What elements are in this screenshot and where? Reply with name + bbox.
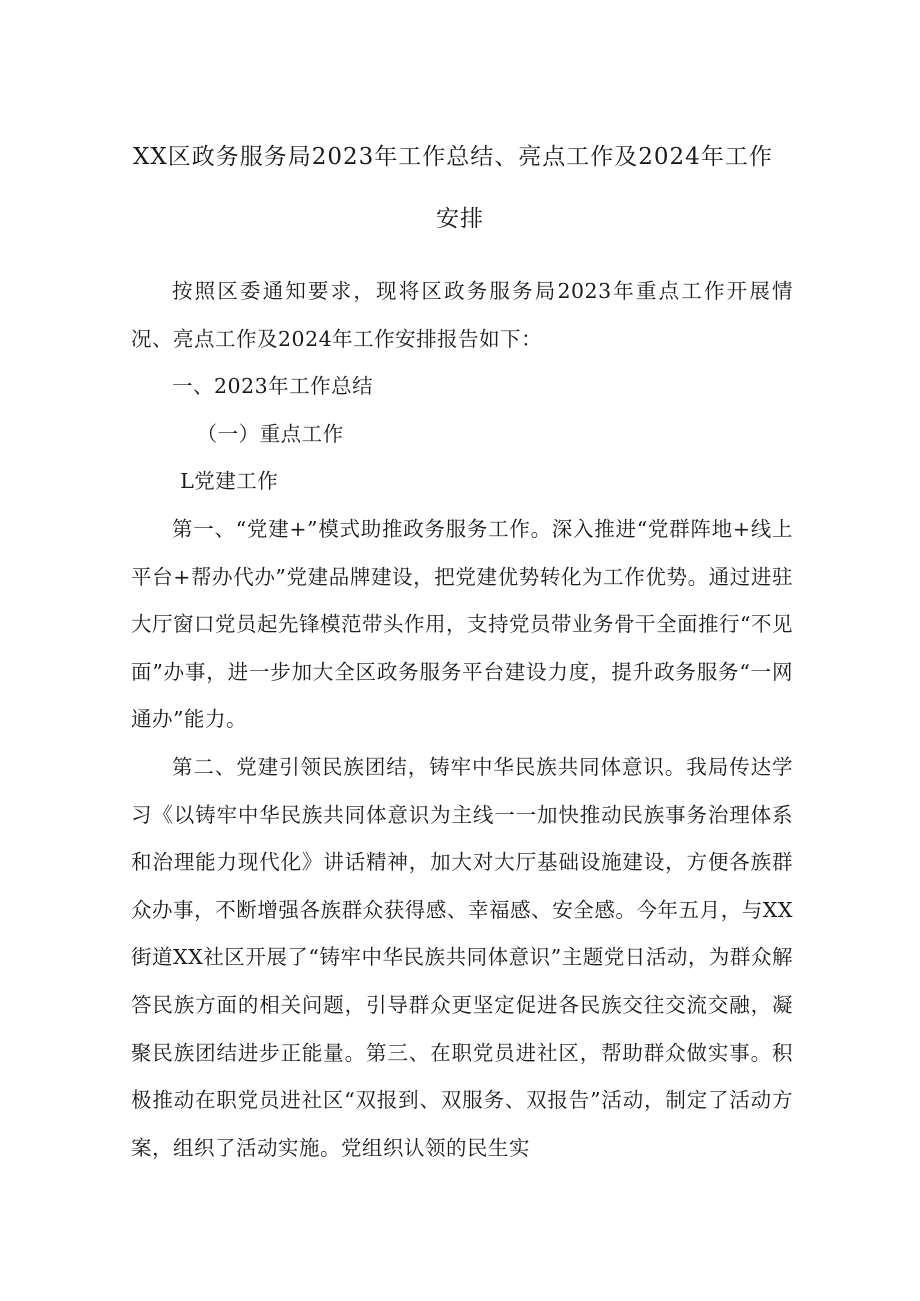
document-title-line-2: 安排: [436, 206, 484, 232]
paragraph-1: 第一、“党建+”模式助推政务服务工作。深入推进“党群阵地+线上平台+帮办代办”党建品牌建设，把党建优势转化为工作优势。通过进驻大厅窗口党员起先锋模范带头作用，支持党员带业务骨干全面推行“不见面”办事，进一步加大全区政务服务平台建设力度，提升政务服务“一网通办”能力。: [131, 516, 793, 732]
document-title-line-1: XX区政务服务局2023年工作总结、亮点工作及2024年工作: [133, 144, 773, 170]
document-body: [131, 268, 793, 1172]
intro-paragraph: 按照区委通知要求，现将区政务服务局2023年重点工作开展情况、亮点工作及2024年工作安排报告如下：: [131, 279, 793, 351]
subsection-heading: （一）重点工作: [196, 421, 344, 446]
section-heading-1: 一、2023年工作总结: [172, 374, 374, 399]
paragraph-2: 第二、党建引领民族团结，铸牢中华民族共同体意识。我局传达学习《以铸牢中华民族共同体意识为主线一一加快推动民族事务治理体系和治理能力现代化》讲话精神，加大对大厅基础设施建设，方便各族群众办事，不断增强各族群众获得感、幸福感、安全感。今年五月，与XX街道XX社区开展了“铸牢中华民族共同体意识”主题党日活动，为群众解答民族方面的相关问题，引导群众更坚定促进各民族交往交流交融，凝聚民族团结进步正能量。第三、在职党员进社区，帮助群众做实事。积极推动在职党员进社区“双报到、双服务、双报告”活动，制定了活动方案，组织了活动实施。党组织认领的民生实: [131, 754, 793, 1160]
item-heading: L党建工作: [180, 469, 279, 494]
